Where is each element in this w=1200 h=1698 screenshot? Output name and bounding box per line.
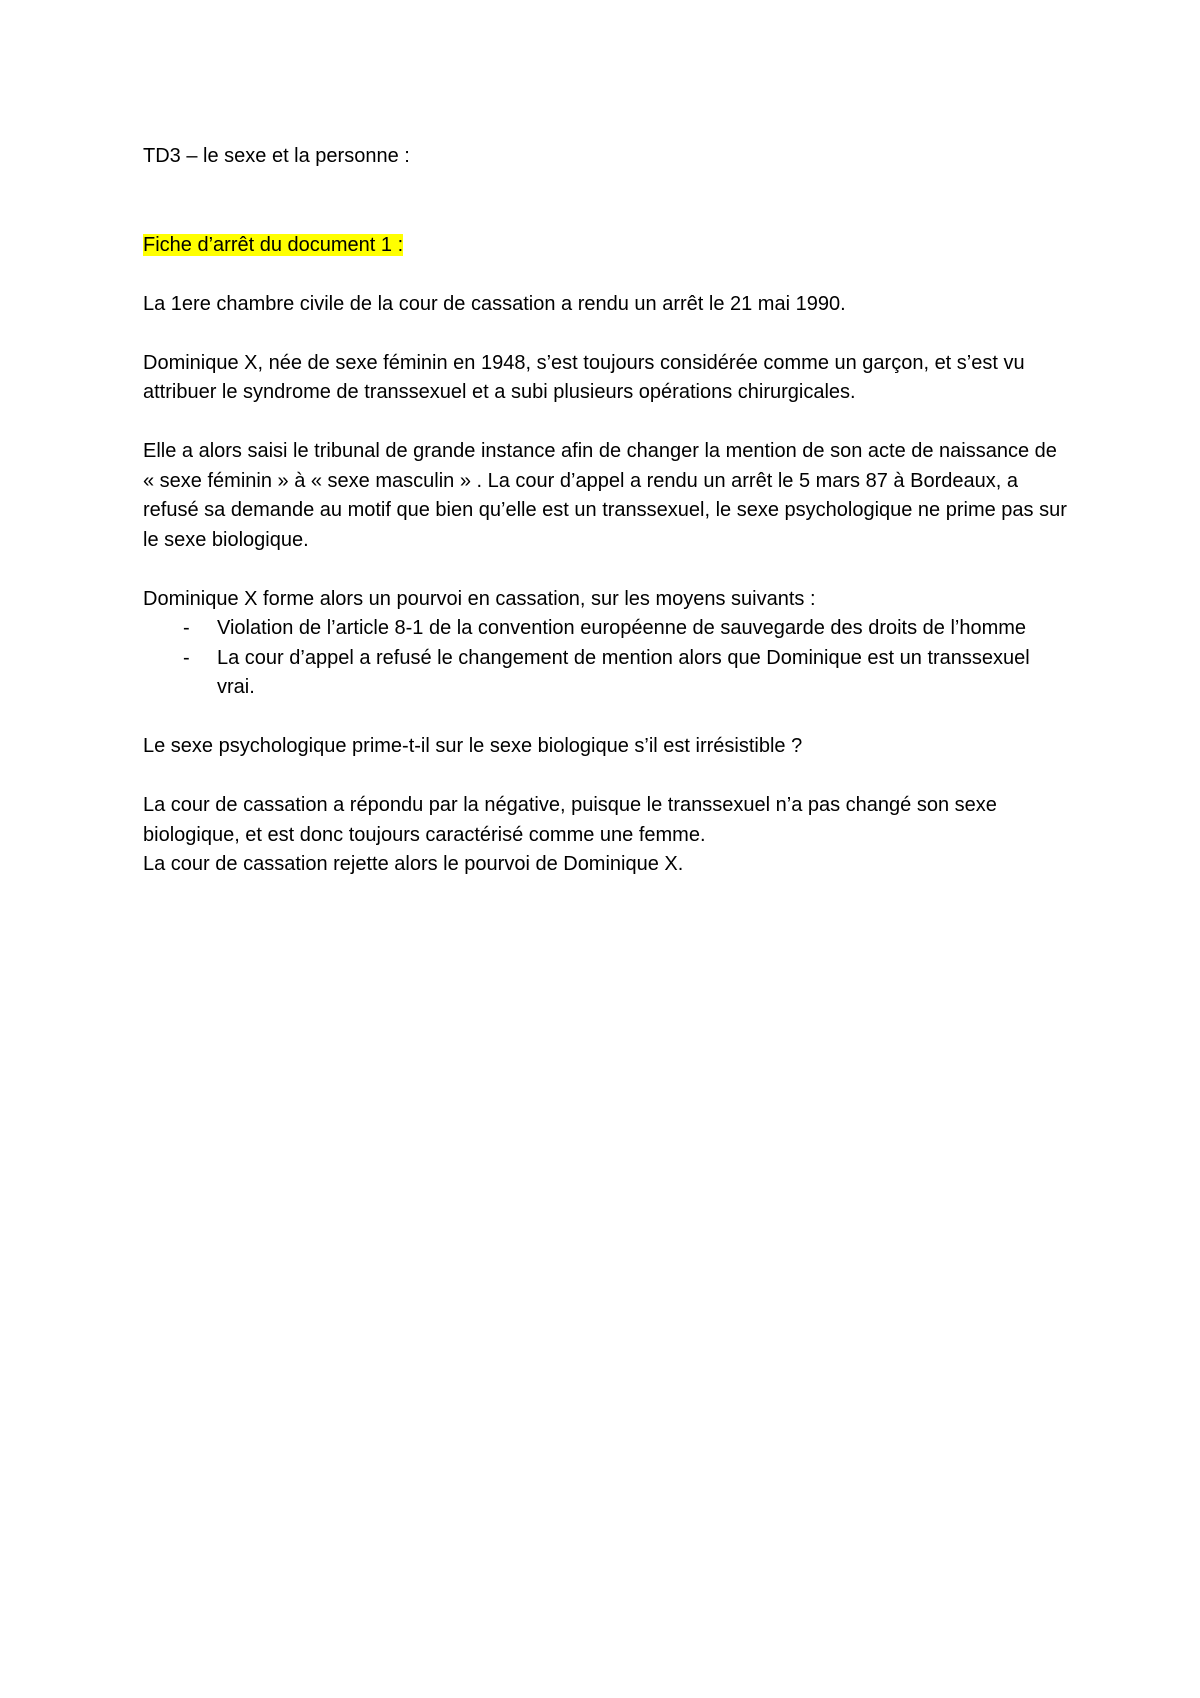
- paragraph-decision-date: La 1ere chambre civile de la cour de cassation a rendu un arrêt le 21 mai 1990.: [143, 292, 846, 315]
- list-item: [143, 644, 1073, 703]
- document-body: [143, 142, 1073, 880]
- list-dash-marker: -: [183, 617, 190, 639]
- appeal-grounds-list: [143, 614, 1073, 703]
- list-item-text: Violation de l’article 8-1 de la convention européenne de sauvegarde des droits de l’homme: [217, 617, 1027, 639]
- legal-question: Le sexe psychologique prime-t-il sur le sexe biologique s’il est irrésistible ?: [143, 735, 803, 757]
- section-heading: [143, 231, 1073, 261]
- court-answer: La cour de cassation a répondu par la négative, puisque le transsexuel n’a pas changé son sexe biologique, et est donc toujours caractérisé comme une femme.: [143, 794, 997, 846]
- paragraph-procedure: Elle a alors saisi le tribunal de grande instance afin de changer la mention de son acte de naissance de « sexe féminin » à « sexe masculin » . La cour d’appel a rendu un arrêt le 5 mars 87 à Bordeaux, a refusé sa demande au motif que bien qu’elle est un transsexuel, le sexe psychologique ne prime pas sur le sexe biologique.: [143, 440, 1067, 551]
- document-title: TD3 – le sexe et la personne :: [143, 145, 410, 167]
- highlighted-heading-text: Fiche d’arrêt du document 1 :: [143, 233, 404, 256]
- paragraph-facts: Dominique X, née de sexe féminin en 1948, s’est toujours considérée comme un garçon, et s’est vu attribuer le syndrome de transsexuel et a subi plusieurs opérations chirurgicales.: [143, 351, 1025, 403]
- paragraph-appeal-intro: Dominique X forme alors un pourvoi en cassation, sur les moyens suivants :: [143, 587, 816, 610]
- list-item: [143, 614, 1073, 644]
- court-conclusion: La cour de cassation rejette alors le pourvoi de Dominique X.: [143, 853, 684, 875]
- list-item-text: La cour d’appel a refusé le changement de mention alors que Dominique est un transsexuel vrai.: [217, 646, 1030, 698]
- list-dash-marker: -: [183, 646, 190, 669]
